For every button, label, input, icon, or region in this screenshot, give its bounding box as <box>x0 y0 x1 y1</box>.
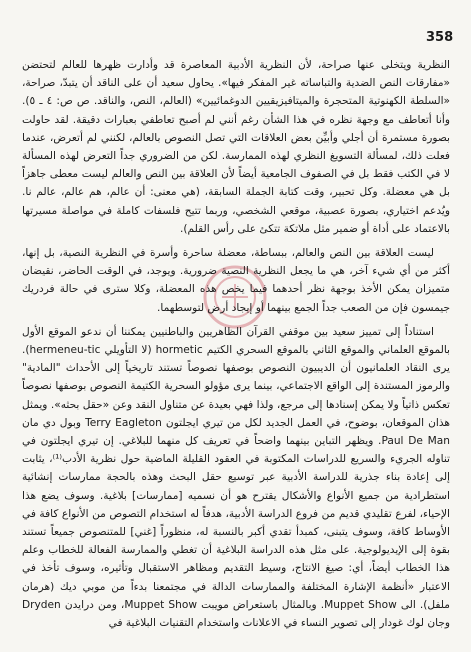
paragraph-1: النظرية ويتخلى عنها صراحة، لأن النظرية الأدبية المعاصرة قد وأدارت ظهرها للعالم لتحتضن «مفارقات النص الضدية والتباساته غير المفكر فيها». يحاول سعيد أن على الناقد أن يتبدّ، صراحة، «السلطة الكهنوتية المتحجرة والميتافيزيقيين الدوغمائيين» (العالم، النص، والناقد. ص ص: ٤ ـ ٥). وأنا أتعاطف مع وجهة نظره في هذا الشأن رغم أنني لم أصبح تعاطفي بعبارات دقيقة. لقد حاولت بصورة مستمرة أن أجلي وأبيِّن بعض العلاقات التي تصل النصوص بالعالم، لكنني لم أتعرض، عندما فعلت ذلك، لمسألة التسويغ النظري لهذه الممارسة. لكن من الضروري جداً التعرض لهذه المسألة لا في الكتب فقط بل في الصفوف الجامعية أيضاً لأن العلاقة بين النص والعالم ليست معطى جاهزاً بل هي معضلة. وكل تحبير، وقت كتابة الجملة السابقة، (هي معنى: أن عالم، هم عالم، عالم نا. ويُدعم اختياري، بصورة عصبية، موقعي الشخصي، وربما تتيح فلسفات كاملة في مواصلة مسيرتها بالاعتماد على أداة أو ضمير مثل ملاتكة تتكئ على رأس القلم). <box>22 59 450 235</box>
paragraph-3: استناداً إلى تمييز سعيد بين موقفي القرآن الظاهريين والباطنيين يمكننا أن ندعو الموقع الأول بالموقع العلماني والموقع الثاني بالموقع السحري الكتيم hormetic (لا التأويلي hermeneu-tic). يرى النقاد العلمانيون أن الديبيون النصوص بوصفها نصوصاً تستند تاريخياً إلى الأحداث "المادية" والرموز المستندة إلى الواقع الاجتماعي، بينما يرى مؤولو السحرية الكتيمة النصوص بوصفها نصوصاً تعكس ذاتياً ولا يمكن إسنادها إلى مرجع، ولذا فهي بعيدة عن متناول النقد وعن «حقل بحثه». ويمثل هذان الموقعان، بوضوح، في العمل الجديد لكل من تيري ايجلتون Terry Eagleton وبول دي مان Paul De Man. ويظهر التباين بينهما واضحاً في تعريف كل منهما للبلاغي. إن تيري ايجلتون في تناوله الجريء والسريع للدراسات المكتوبة في العقود القليلة الماضية حول نظرية الأدب⁽¹⁾، يثابت إلى إعادة بناء جذرية للدراسة الأدبية عبر توسيع حقل البحث وهذه بالحجة ممارسات إنشائية استطرادية من جميع الأنواع والأشكال يقترح هو أن نسميه [ممارسات] بلاغية. وسوف يضع هذا الإحياء، لفرع تقليدي قديم من فروع الدراسة الأدبية، هدفاً له استخدام التصوص من الأنواع كافة في الأوساط كافة، وسوف يتبنى، كمبدأ تقدي أكبر بالنسبة له، منظوراً [غني] للمتنصوص جميعاً تستند بقوة إلى الإيديولوجية. على مثل هذه الدراسة البلاغية أن تغطي والممارسة الفعالة للخطاب وعلم هذا الخطاب أيضاً، أي: صيغ الانتاج، وسيط التقديم ومظاهر الاستقبال وتأثيره، وسوف تأخذ في الاعتبار «أنظمة الإشارة المختلفة والممارسات الدالة في مجتمعنا بدءاً من موبي ديك (هرمان ملفل). الى Muppet Show. وبالمثال باستعراض مويبت Muppet Show، ومن درايدن Dryden وجان لوك غودار إلى تصوير النساء في الاعلانات واستخدام التقنيات البلاغية في <box>22 325 450 630</box>
page-number: 358 <box>426 30 454 45</box>
paragraph-2: ليست العلاقة بين النص والعالم، ببساطة، معضلة ساحرة وأسرة في النظرية النصية، بل إنها، أكثر من أي شيء آخر، هي ما يجعل النظرية النصية ضرورية. ويوجد، في الوقت الحاضر، نقيضان متميزان يمكن الأخذ بوجهة نظر أحدهما فيما يخص هذه المعضلة، وكلا سترى في حالة فردريك جيمسون فإن من الصعب جداً الجمع بينهما أو إيجاد أرض لتوسطهما. <box>22 247 450 314</box>
body-text <box>22 56 450 632</box>
